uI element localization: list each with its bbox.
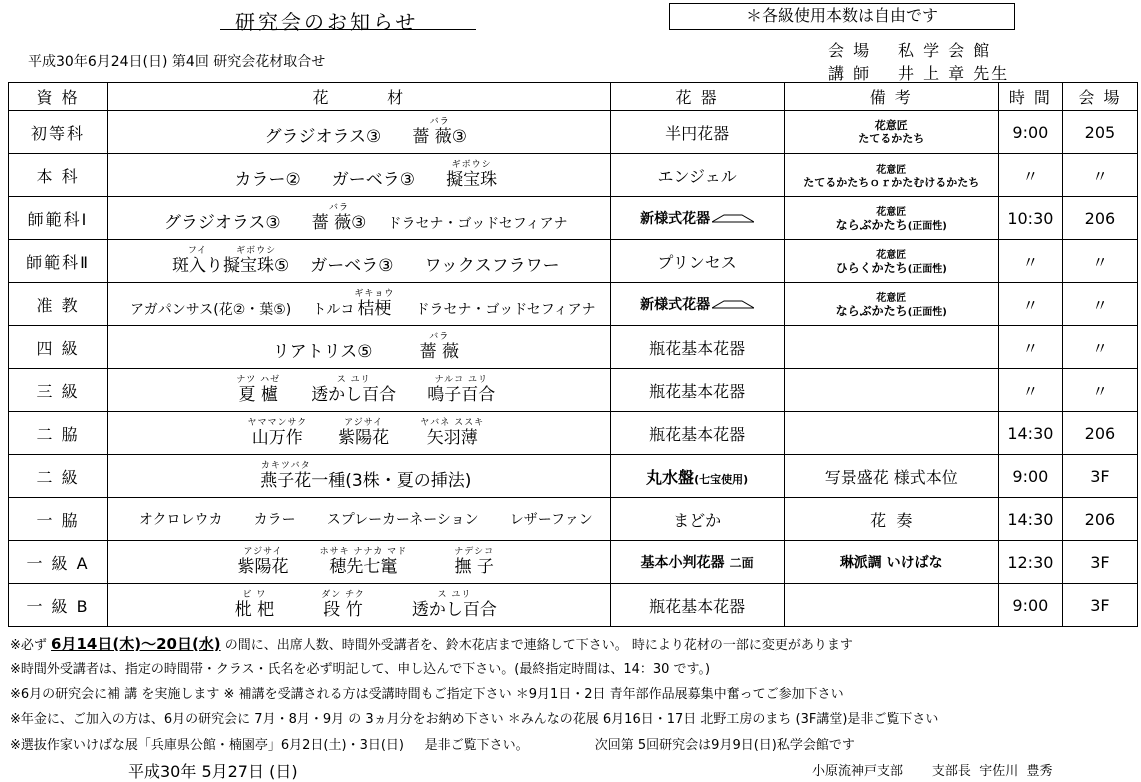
table-row — [9, 154, 1138, 197]
material: 薔 薇③ — [412, 126, 468, 147]
reading: ス ユリ — [437, 589, 472, 600]
reading: ス ユリ — [336, 374, 371, 385]
materials-cell — [108, 326, 610, 369]
room-cell: 3F — [1062, 455, 1137, 498]
reading: ホサキ ナナカ マド — [319, 546, 408, 557]
material-with-reading — [238, 548, 289, 577]
note-cell — [784, 283, 998, 326]
vase-label: 丸水盤 — [646, 467, 695, 487]
reading: ナルコ ユリ — [434, 374, 488, 385]
materials-cell — [108, 240, 610, 283]
room-cell: 〃 — [1062, 283, 1137, 326]
reading: ナツ ハゼ — [236, 374, 281, 385]
material: ガーベラ③ — [310, 255, 394, 276]
reading: カキツバタ — [260, 460, 311, 471]
vase-cell — [610, 541, 784, 584]
header-note: 備 考 — [784, 83, 998, 111]
room-cell: 206 — [1062, 412, 1137, 455]
vase-cell: プリンセス — [610, 240, 784, 283]
grade-cell: 准 教 — [9, 283, 108, 326]
note-cell — [784, 369, 998, 412]
footnote-2: ※時間外受講者は、指定の時間帯・クラス・氏名を必ず明記して、申し込んで下さい。(最終指定時間は、14：30 です。) — [10, 662, 711, 677]
material: カラー — [253, 512, 296, 528]
materials-cell — [108, 412, 610, 455]
material: ワックスフラワー — [424, 255, 560, 276]
material-with-reading — [172, 247, 223, 276]
time-cell: 14:30 — [998, 412, 1062, 455]
material: ガーベラ③ — [331, 169, 416, 190]
time-cell: 〃 — [998, 154, 1062, 197]
reading: フイ — [187, 245, 208, 256]
reading: ダン チク — [321, 589, 365, 600]
materials-cell — [108, 455, 610, 498]
event-line: 平成30年6月24日(日) 第4回 研究会花材取合せ — [28, 54, 326, 70]
reading: バラ — [329, 202, 350, 213]
venue-row — [828, 38, 991, 61]
grade-cell: 二 脇 — [9, 412, 108, 455]
deadline-date: 6月14日(木)～20日(水) — [51, 635, 221, 653]
material: 穂先七竃 — [329, 556, 398, 577]
note-cell — [784, 111, 998, 154]
material-with-reading — [446, 161, 497, 190]
vase-suffix: 二面 — [729, 556, 754, 570]
reading: アジサイ — [243, 546, 283, 557]
room-cell: 3F — [1062, 584, 1137, 627]
reading: バラ — [429, 116, 450, 127]
material-with-reading — [311, 376, 396, 405]
lecturer-value: 井 上 章 先生 — [898, 64, 1010, 83]
vase-cell: まどか — [610, 498, 784, 541]
vase-suffix: (七宝使用) — [694, 472, 749, 486]
notice-box: ＊各級使用本数は自由です — [669, 3, 1015, 30]
material-with-reading — [420, 419, 484, 448]
materials-cell — [108, 197, 610, 240]
time-cell: 14:30 — [998, 498, 1062, 541]
material-with-reading — [312, 204, 367, 233]
note-cell — [784, 326, 998, 369]
note-top: 花意匠 — [874, 119, 908, 132]
grade-cell: 本 科 — [9, 154, 108, 197]
note-bottom: ひらくかたち — [835, 260, 908, 275]
room-cell: 〃 — [1062, 369, 1137, 412]
material: 透かし百合 — [411, 599, 497, 620]
material: レザーファン — [509, 512, 593, 528]
material-with-reading — [236, 376, 280, 405]
footnote-3: ※6月の研究会に補 講 を実施します ※ 補講を受講される方は受講時間もご指定下さい ＊9月1日・2日 青年部作品展募集中奮ってご参加下さい — [10, 687, 844, 702]
header-room: 会 場 — [1062, 83, 1137, 111]
table-row — [9, 326, 1138, 369]
footnote-5: ※選抜作家いけばな展「兵庫県公館・楠園亭」6月2日(土)・3日(日) 是非ご覧下さい。 次回第 5回研究会は9月9日(日)私学会館です — [10, 738, 855, 753]
vase-shape-icon — [712, 214, 754, 223]
note-bottom: ならぶかたち — [835, 217, 908, 232]
grade-cell: 四 級 — [9, 326, 108, 369]
note-cell — [784, 240, 998, 283]
table-row — [9, 369, 1138, 412]
grade-cell: 師範科Ⅰ — [9, 197, 108, 240]
room-cell: 3F — [1062, 541, 1137, 584]
material: 擬宝珠 — [446, 169, 498, 190]
material-detail: 一種(3株・夏の挿法) — [311, 470, 472, 491]
table-row — [9, 498, 1138, 541]
note-top: 花意匠 — [876, 292, 907, 304]
note-cell — [784, 584, 998, 627]
table-row — [9, 197, 1138, 240]
reading: ギキョウ — [354, 288, 395, 299]
note-bottom: たてるかたちｏｒかたむけるかたち — [803, 176, 980, 189]
material: 桔梗 — [357, 298, 392, 319]
materials-cell — [108, 369, 610, 412]
material: 擬宝珠⑤ — [222, 255, 290, 276]
venue-label: 会 場 — [828, 41, 872, 60]
material: 斑入り — [171, 255, 223, 276]
note-suffix: (正面性) — [907, 220, 947, 232]
reading: ヤバネ ススキ — [420, 417, 485, 428]
vase-cell — [610, 283, 784, 326]
table-row — [9, 584, 1138, 627]
material-with-reading — [420, 333, 459, 362]
time-cell: 12:30 — [998, 541, 1062, 584]
time-cell: 10:30 — [998, 197, 1062, 240]
reading: ギボウシ — [451, 159, 492, 170]
vase-cell: 瓶花基本花器 — [610, 326, 784, 369]
material-with-reading — [247, 419, 307, 448]
note-bottom: たてるかたち — [858, 132, 925, 145]
room-cell: 〃 — [1062, 326, 1137, 369]
material: リアトリス⑤ — [272, 341, 373, 362]
page-title: 研究会のお知らせ — [235, 10, 419, 34]
note-suffix: (正面性) — [907, 263, 947, 275]
material-with-reading — [223, 247, 289, 276]
material-with-reading — [320, 548, 408, 577]
vase-cell — [610, 455, 784, 498]
organization: 小原流神戸支部 支部長 宇佐川 豊秀 — [812, 764, 1053, 779]
material-with-reading — [454, 548, 494, 577]
vase-cell: 半円花器 — [610, 111, 784, 154]
note-bottom-row — [785, 304, 998, 320]
material: 紫陽花 — [338, 427, 390, 448]
material: 夏 櫨 — [238, 384, 278, 405]
time-cell: 〃 — [998, 326, 1062, 369]
time-cell: 〃 — [998, 283, 1062, 326]
material-with-reading — [354, 290, 394, 319]
note-cell — [784, 154, 998, 197]
room-cell: 205 — [1062, 111, 1137, 154]
header-time: 時 間 — [998, 83, 1062, 111]
table-row — [9, 541, 1138, 584]
grade-cell: 一 脇 — [9, 498, 108, 541]
vase-cell: 瓶花基本花器 — [610, 584, 784, 627]
time-cell: 〃 — [998, 240, 1062, 283]
material: 撫 子 — [454, 556, 494, 577]
reading: ギボウシ — [236, 245, 277, 256]
note-bottom-row — [785, 218, 998, 234]
grade-cell: 初等科 — [9, 111, 108, 154]
material: グラジオラス③ — [264, 126, 382, 147]
table-row — [9, 455, 1138, 498]
material-with-reading — [412, 591, 497, 620]
material: 枇 杷 — [234, 599, 275, 620]
materials-cell — [108, 154, 610, 197]
study-session-table — [8, 82, 1138, 627]
material: スプレーカーネーション — [326, 512, 479, 528]
reading: アジサイ — [344, 417, 384, 428]
note-top: 花意匠 — [876, 165, 907, 176]
grade-cell: 三 級 — [9, 369, 108, 412]
table-row — [9, 240, 1138, 283]
material: 薔 薇③ — [311, 212, 367, 233]
material: トルコ — [312, 301, 355, 318]
vase-cell: エンジェル — [610, 154, 784, 197]
table-row — [9, 412, 1138, 455]
time-cell: 9:00 — [998, 584, 1062, 627]
note-cell — [784, 412, 998, 455]
footnote-4: ※年金に、ご加入の方は、6月の研究会に 7月・8月・9月 の 3ヵ月分をお納め下さい ＊みんなの花展 6月16日・17日 北野工房のまち (3F講堂)是非ご覧下さい — [10, 712, 939, 727]
note-cell: 写景盛花 様式本位 — [784, 455, 998, 498]
reading: ナデシコ — [454, 546, 495, 557]
material-with-reading — [412, 118, 467, 147]
header-vase: 花 器 — [610, 83, 784, 111]
vase-cell — [610, 197, 784, 240]
vase-cell: 瓶花基本花器 — [610, 369, 784, 412]
material: 透かし百合 — [311, 384, 397, 405]
note-top: 花意匠 — [876, 206, 907, 218]
room-cell: 206 — [1062, 197, 1137, 240]
vase-label: 基本小判花器 — [640, 555, 725, 571]
vase-shape-icon — [712, 300, 754, 309]
room-cell: 〃 — [1062, 240, 1137, 283]
vase-cell: 瓶花基本花器 — [610, 412, 784, 455]
lecturer-row — [828, 61, 1009, 84]
material: 薔 薇 — [419, 341, 459, 362]
material: 段 竹 — [323, 599, 363, 620]
reading: バラ — [429, 331, 450, 342]
vase-label: 新様式花器 — [640, 297, 711, 313]
materials-cell — [108, 584, 610, 627]
grade-cell: 二 級 — [9, 455, 108, 498]
material: 燕子花 — [260, 470, 312, 491]
material: カラー② — [234, 169, 301, 190]
material-with-reading — [338, 419, 389, 448]
table-row — [9, 283, 1138, 326]
material-with-reading — [235, 591, 274, 620]
materials-cell — [108, 498, 610, 541]
material: 矢羽薄 — [426, 427, 478, 448]
time-cell: 9:00 — [998, 455, 1062, 498]
material-with-reading — [321, 591, 365, 620]
room-cell: 〃 — [1062, 154, 1137, 197]
vase-label: 新様式花器 — [640, 211, 711, 227]
material: オクロレウカ — [138, 512, 223, 528]
material: グラジオラス③ — [163, 212, 281, 233]
note-suffix: (正面性) — [907, 306, 947, 318]
material-with-reading — [427, 376, 495, 405]
footnote-1-pre: ※必ず — [10, 638, 47, 653]
material-with-reading — [260, 462, 311, 491]
note-bottom-row — [785, 261, 998, 277]
room-cell: 206 — [1062, 498, 1137, 541]
reading: ヤママンサク — [247, 417, 308, 428]
note-cell: 琳派調 いけばな — [784, 541, 998, 584]
time-cell: 〃 — [998, 369, 1062, 412]
note-top: 花意匠 — [876, 249, 907, 261]
header-grade: 資 格 — [9, 83, 108, 111]
footnote-1 — [10, 633, 853, 654]
grade-cell: 一 級 B — [9, 584, 108, 627]
material: ドラセナ・ゴッドセフィアナ — [387, 215, 568, 232]
note-bottom: ならぶかたち — [835, 303, 908, 318]
venue-value: 私 学 会 館 — [898, 41, 992, 60]
reading: ビ ワ — [242, 589, 267, 600]
grade-cell: 師範科Ⅱ — [9, 240, 108, 283]
materials-cell — [108, 111, 610, 154]
issue-date: 平成30年 5月27日 (日) — [128, 762, 298, 781]
lecturer-label: 講 師 — [828, 64, 872, 83]
table-header-row — [9, 83, 1138, 111]
time-cell: 9:00 — [998, 111, 1062, 154]
material: アガパンサス(花②・葉⑤) — [129, 301, 292, 318]
materials-cell — [108, 283, 610, 326]
material: ドラセナ・ゴッドセフィアナ — [415, 301, 596, 318]
materials-cell — [108, 541, 610, 584]
note-cell: 花 奏 — [784, 498, 998, 541]
table-row — [9, 111, 1138, 154]
grade-cell: 一 級 A — [9, 541, 108, 584]
header-materials: 花 材 — [108, 83, 610, 111]
note-cell — [784, 197, 998, 240]
title-underline — [220, 29, 476, 30]
material: 鳴子百合 — [427, 384, 496, 405]
material: 紫陽花 — [237, 556, 289, 577]
material: 山万作 — [251, 427, 303, 448]
footnote-1-post: の間に、出席人数、時間外受講者を、鈴木花店まで連絡して下さい。 時により花材の一部に変更があります — [224, 638, 853, 653]
